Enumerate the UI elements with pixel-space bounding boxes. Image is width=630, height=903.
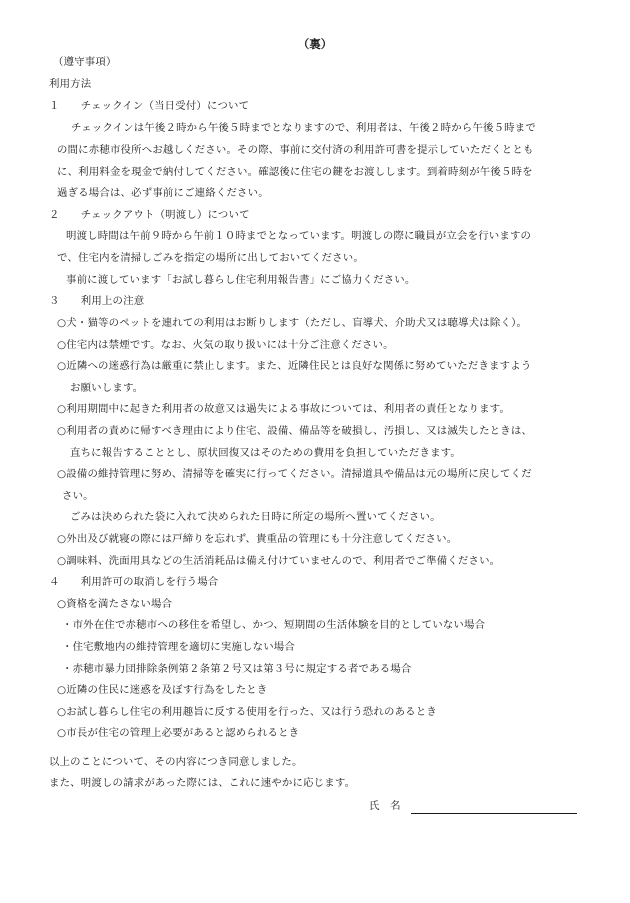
section-line: 明渡し時間は午前９時から午前１０時までとなっています。明渡しの際に職員が立会を行いますの [66,230,532,242]
signature-label: 氏 名 [369,800,401,812]
signature-line[interactable] [411,813,577,814]
bullet-item: ○住宅内は禁煙です。なお、火気の取り扱いには十分ご注意ください。 [57,339,394,351]
bullet-item: ○犬・猫等のペットを連れての利用はお断りします（ただし、盲導犬、介助犬又は聴導犬は除く）。 [57,317,528,329]
bullet-item: ・市外在住で赤穂市への移住を希望し、かつ、短期間の生活体験を目的としていない場合 [62,619,486,631]
bullet-item: ○利用期間中に起きた利用者の故意又は過失による事故については、利用者の責任となります。 [57,403,511,415]
page-title: （裏） [297,37,333,51]
section-line: 過ぎる場合は、必ず事前にご連絡ください。 [57,187,269,199]
agreement-line: 以上のことについて、その内容につき同意しました。 [49,756,303,768]
section-heading-checkout: ２ チェックアウト（明渡し）について [49,209,250,221]
section-line: に、利用料金を現金で納付してください。確認後に住宅の鍵をお渡しします。到着時刻が午後５時を [57,166,533,178]
section-line: で、住宅内を清掃しごみを指定の場所に出しておいてください。 [57,252,364,264]
bullet-item: ○利用者の責めに帰すべき理由により住宅、設備、備品等を破損し、汚損し、又は滅失したときは、 [57,425,533,437]
section-line: の間に赤穂市役所へお越しください。その際、事前に交付済の利用許可書を提示していただくととも [57,144,534,156]
section-line: チェックインは午後２時から午後５時までとなりますので、利用者は、午後２時から午後５時まで [71,122,536,134]
bullet-item: ○市長が住宅の管理上必要があると認められるとき [57,727,300,739]
section-heading-checkin: １ チェックイン（当日受付）について [49,100,250,112]
bullet-item: ○設備の維持管理に努め、清掃等を確実に行ってください。清掃道具や備品は元の場所に戻してくだ [57,468,532,480]
section-heading-revocation: ４ 利用許可の取消しを行う場合 [49,576,219,588]
usage-method-label: 利用方法 [49,78,92,90]
bullet-item-continuation: ごみは決められた袋に入れて決められた日時に所定の場所へ置いてください。 [70,511,441,523]
compliance-header: （遵守事項） [53,56,117,68]
bullet-item: ○近隣への迷惑行為は厳重に禁止します。また、近隣住民とは良好な関係に努めていただきますよう [57,360,532,372]
bullet-item: ○外出及び就寝の際には戸締りを忘れず、貴重品の管理にも十分注意してください。 [57,533,458,545]
bullet-item-continuation: お願いします。 [70,382,144,394]
bullet-item-continuation: 直ちに報告することとし、原状回復又はそのための費用を負担していただきます。 [70,447,462,459]
bullet-item-continuation: さい。 [62,490,94,502]
section-heading-notes: ３ 利用上の注意 [49,295,145,307]
bullet-item: ○近隣の住民に迷惑を及ぼす行為をしたとき [57,684,268,696]
section-line: 事前に渡しています「お試し暮らし住宅利用報告書」にご協力ください。 [66,274,416,286]
bullet-item: ○お試し暮らし住宅の利用趣旨に反する使用を行った、又は行う恐れのあるとき [57,706,437,718]
bullet-item: ○資格を満たさない場合 [57,598,173,610]
agreement-line: また、明渡しの請求があった際には、これに速やかに応じます。 [49,777,356,789]
bullet-item: ○調味料、洗面用具などの生活消耗品は備え付けていませんので、利用者でご準備ください。 [57,555,501,567]
bullet-item: ・住宅敷地内の維持管理を適切に実施しない場合 [62,641,295,653]
bullet-item: ・赤穂市暴力団排除条例第２条第２号又は第３号に規定する者である場合 [62,663,412,675]
